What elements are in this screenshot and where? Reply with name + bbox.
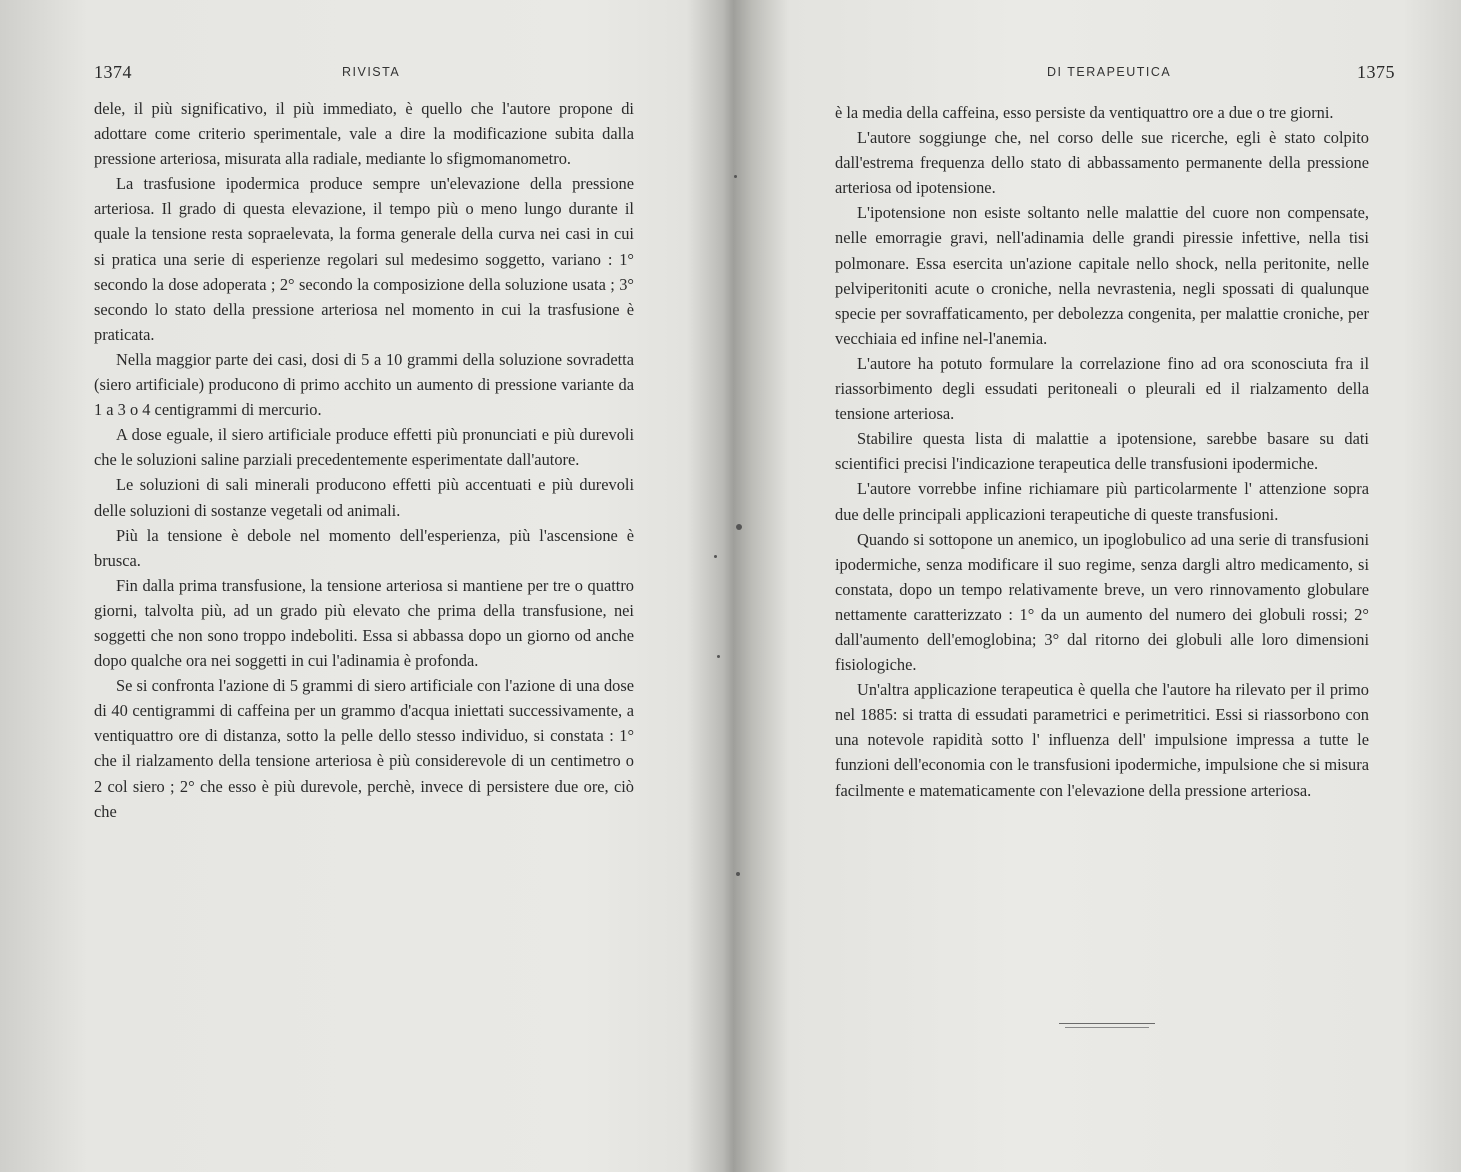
paragraph: è la media della caffeina, esso persiste da ventiquattro ore a due o tre giorni. [835, 103, 1334, 122]
binding-mark [734, 175, 737, 178]
end-rule [1059, 1023, 1155, 1024]
right-running-head: DI TERAPEUTICA [1047, 65, 1172, 79]
paragraph: L'ipotensione non esiste soltanto nelle malattie del cuore non compensate, nelle emorragie gravi, nell'adinamia delle grandi piressie infettive, nella tisi polmonare. Essa esercita un'azione capitale nello shock, nella peritonite, nelle pelviperitoniti acute o croniche, nella nevrastenia, negli spossati di qualunque specie per sovraffaticamento, per debolezza congenita, per malattie croniche, per vecchiaia ed infine nel-l'anemia. [835, 203, 1369, 348]
paragraph: La trasfusione ipodermica produce sempre un'elevazione della pressione arteriosa. Il grado di questa elevazione, il tempo più o meno lungo durante il quale la tensione resta sopraelevata, la forma generale della curva nei casi in cui si pratica una serie di esperienze regolari sul medesimo soggetto, variano : 1° secondo la dose adoperata ; 2° secondo la composizione della soluzione usata ; 3° secondo lo stato della pressione arteriosa nel momento in cui la trasfusione è praticata. [94, 174, 634, 344]
binding-mark [714, 555, 717, 558]
paragraph: Quando si sottopone un anemico, un ipoglobulico ad una serie di transfusioni ipodermiche, senza modificare il suo regime, senza dargli altro medicamento, si constata, dopo un tempo relativamente breve, un vero rinnovamento globulare nettamente caratterizzato : 1° da un aumento del numero dei globuli rossi; 2° dall'aumento dell'emoglobina; 3° dal ritorno dei globuli alle loro dimensioni fisiologiche. [835, 529, 1369, 675]
paragraph: L'autore soggiunge che, nel corso delle sue ricerche, egli è stato colpito dall'estrema frequenza dello stato di abbassamento permanente della pressione arteriosa od ipotensione. [835, 128, 1369, 198]
left-page-number: 1374 [94, 62, 132, 82]
left-page-header [94, 62, 654, 86]
left-page-body [94, 96, 634, 824]
binding-mark [736, 872, 740, 876]
right-page-body [835, 100, 1369, 803]
left-page [0, 0, 730, 1172]
paragraph: Un'altra applicazione terapeutica è quella che l'autore ha rilevato per il primo nel 1885: si tratta di essudati parametrici e perimetritici. Essi si riassorbono con una notevole rapidità sotto l' influenza dell' impulsione impressa a tutte le funzioni dell'economia con le transfusioni ipodermiche, impulsione che si misura facilmente e matematicamente con l'elevazione della pressione arteriosa. [835, 680, 1369, 800]
paragraph: Fin dalla prima transfusione, la tensione arteriosa si mantiene per tre o quattro giorni, talvolta più, ad un grado più elevato che prima della transfusione, nei soggetti che non sono troppo indeboliti. Essa si abbassa dopo un giorno od anche dopo qualche ora nei soggetti in cui l'adinamia è profonda. [94, 575, 634, 671]
paragraph: A dose eguale, il siero artificiale produce effetti più pronunciati e più durevoli che le soluzioni saline parziali precedentemente esperimentate dall'autore. [94, 425, 634, 470]
right-page-header [835, 62, 1395, 86]
paragraph: Se si confronta l'azione di 5 grammi di siero artificiale con l'azione di una dose di 40 centigrammi di caffeina per un grammo d'acqua iniettati successivamente, a ventiquattro ore di distanza, sotto la pelle dello stesso individuo, si constata : 1° che il rialzamento della tensione arteriosa è più considerevole di un centimetro o 2 col siero ; 2° che esso è più durevole, perchè, invece di persistere due ore, ciò che [94, 676, 634, 821]
binding-mark [717, 655, 720, 658]
paragraph: Stabilire questa lista di malattie a ipotensione, sarebbe basare su dati scientifici precisi l'indicazione terapeutica delle transfusioni ipodermiche. [835, 429, 1369, 474]
paragraph: dele, il più significativo, il più immediato, è quello che l'autore propone di adottare come criterio sperimentale, vale a dire la modificazione subita dalla pressione arteriosa, misurata alla radiale, mediante lo sfigmomanometro. [94, 99, 634, 169]
right-page [731, 0, 1461, 1172]
left-running-head: RIVISTA [342, 65, 401, 79]
paragraph: L'autore vorrebbe infine richiamare più particolarmente l' attenzione sopra due delle principali applicazioni terapeutiche di queste transfusioni. [835, 479, 1369, 524]
paragraph: Nella maggior parte dei casi, dosi di 5 a 10 grammi della soluzione sovradetta (siero artificiale) producono di primo acchito un aumento di pressione variante da 1 a 3 o 4 centigrammi di mercurio. [94, 349, 634, 420]
right-page-number: 1375 [1357, 62, 1395, 82]
paragraph: L'autore ha potuto formulare la correlazione fino ad ora sconosciuta fra il riassorbimento degli essudati peritoneali o pleurali ed il rialzamento della tensione arteriosa. [835, 353, 1369, 424]
paragraph: Più la tensione è debole nel momento dell'esperienza, più l'ascensione è brusca. [94, 525, 634, 570]
paragraph: Le soluzioni di sali minerali producono effetti più accentuati e più durevoli delle soluzioni di sostanze vegetali od animali. [94, 475, 634, 520]
binding-mark [736, 524, 742, 530]
